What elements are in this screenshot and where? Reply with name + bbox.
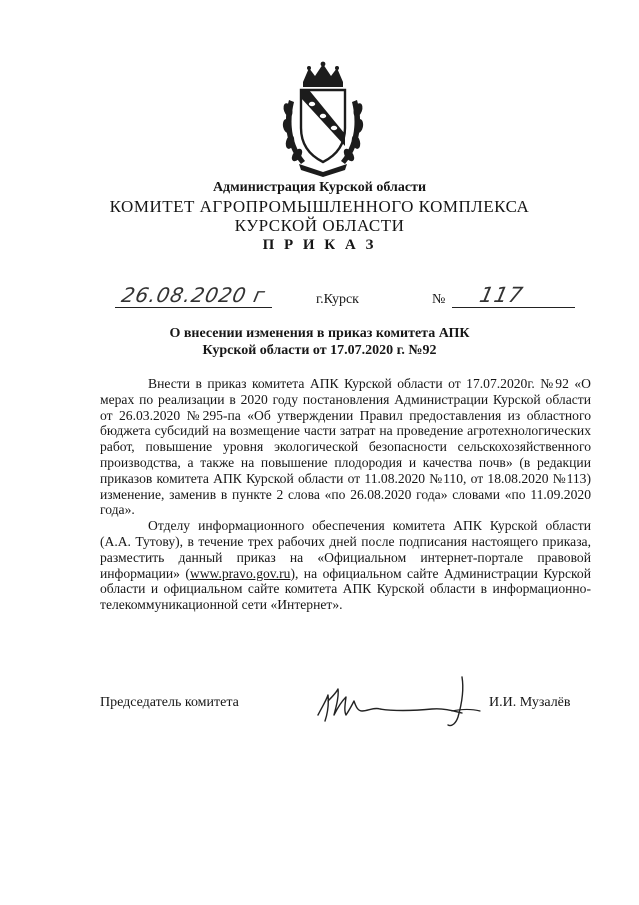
paragraph-2-text-end: ), на официальном сайте Администрации Курской области и официальном сайте комитета АПК Курской области в информационно-телекоммуникационной сети «Интернет». [100, 565, 591, 613]
pravo-gov-link[interactable]: www.pravo.gov.ru [189, 565, 291, 581]
signatory-name: И.И. Музалёв [489, 695, 571, 710]
handwritten-signature-icon [312, 671, 482, 731]
number-underline [452, 307, 575, 308]
order-title-line2: Курской области от 17.07.2020 г. №92 [202, 343, 437, 358]
date-number-line [0, 283, 639, 313]
city-label: г.Курск [316, 292, 359, 307]
paragraph-2-text-start: Отделу информационного обеспечения комитета АПК Курской области (А.А. Тутову), в течение трех рабочих дней после подписания настоящего приказа, разместить данный приказ на «Официальном интернет-портале правовой информации» ( [100, 518, 591, 581]
administration-heading: Администрация Курской области [212, 180, 427, 195]
handwritten-date: 26.08.2020 г [119, 283, 268, 307]
document-type-heading: П Р И К А З [262, 237, 377, 253]
date-underline [115, 307, 272, 308]
signatory-position: Председатель комитета [100, 695, 239, 710]
body-paragraph-2 [100, 518, 591, 613]
kursk-coat-of-arms-icon [279, 60, 367, 178]
order-body [100, 376, 591, 613]
order-title-line1: О внесении изменения в приказ комитета АПК [169, 326, 470, 341]
committee-heading-line2: КУРСКОЙ ОБЛАСТИ [234, 216, 405, 235]
body-paragraph-1: Внести в приказ комитета АПК Курской области от 17.07.2020г. №92 «О мерах по реализации в 2020 году постановления Администрации Курской области от 26.03.2020 №295-па «Об утверждении Правил предоставления из областного бюджета субсидий на возмещение части затрат на проведение агротехнологических работ, повышение уровня экологической безопасности сельскохозяйственного производства, а также на повышение плодородия и качества почв» (в редакции приказов комитета АПК Курской области от 11.08.2020 №110, от 18.08.2020 №113) изменение, заменив в пункте 2 слова «по 26.08.2020 года» словами «по 11.09.2020 года». [100, 376, 591, 518]
committee-heading-line1: КОМИТЕТ АГРОПРОМЫШЛЕННОГО КОМПЛЕКСА [109, 197, 530, 216]
number-sign: № [432, 292, 446, 307]
handwritten-number: 117 [477, 283, 526, 307]
